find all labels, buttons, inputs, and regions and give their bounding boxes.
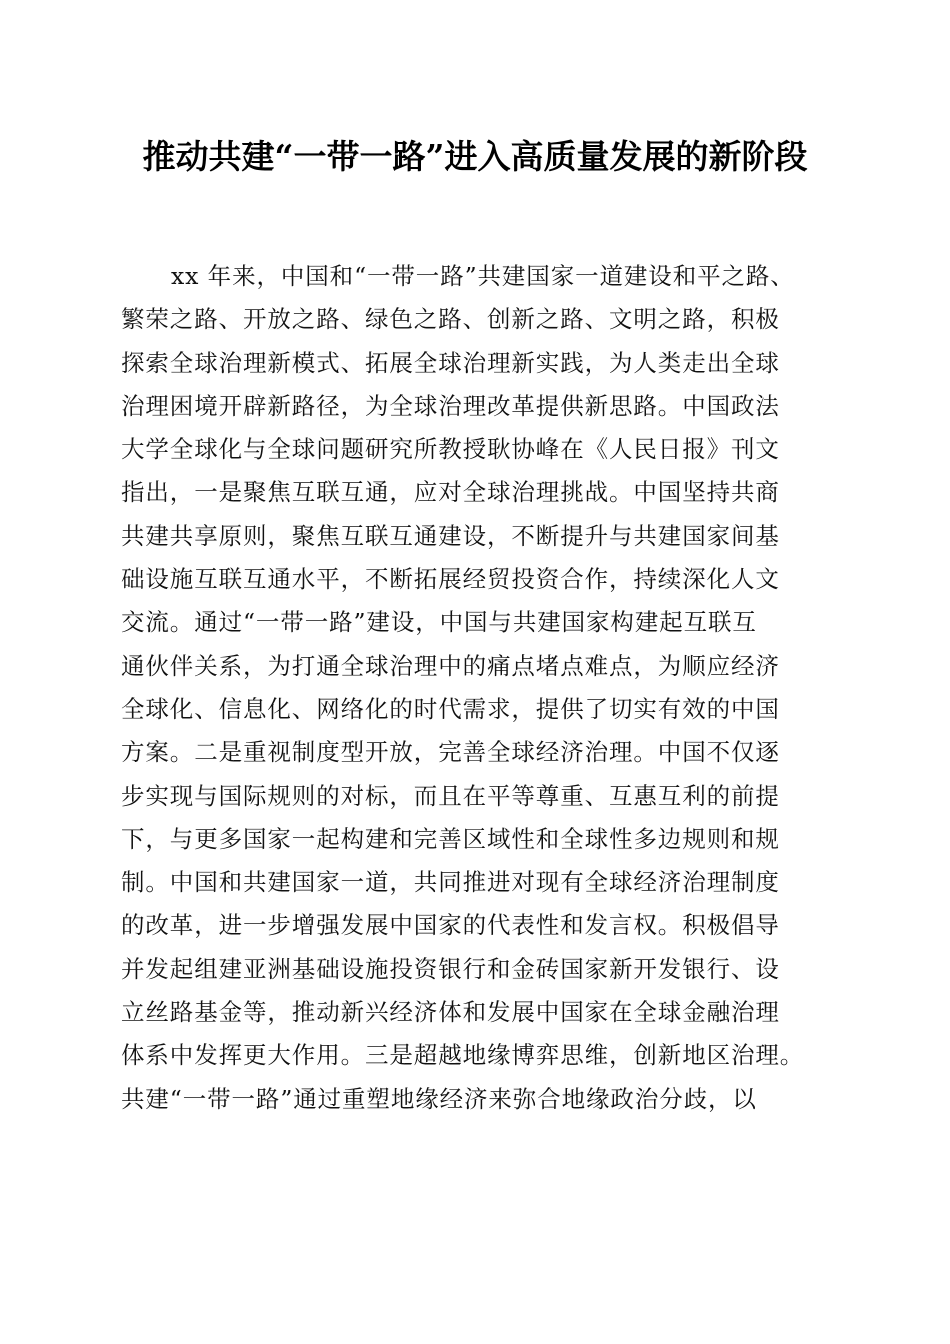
- body-line: 指出，一是聚焦互联互通，应对全球治理挑战。中国坚持共商: [121, 478, 780, 507]
- body-line: 探索全球治理新模式、拓展全球治理新实践，为人类走出全球: [121, 348, 780, 377]
- document-title: 推动共建“一带一路”进入高质量发展的新阶段: [142, 137, 808, 176]
- body-line: 步实现与国际规则的对标，而且在平等尊重、互惠互利的前提: [121, 781, 780, 810]
- body-line: 大学全球化与全球问题研究所教授耿协峰在《人民日报》刊文: [121, 435, 780, 464]
- body-line: 制。中国和共建国家一道，共同推进对现有全球经济治理制度: [121, 868, 780, 897]
- body-line: 全球化、信息化、网络化的时代需求，提供了切实有效的中国: [121, 694, 780, 723]
- body-line: 并发起组建亚洲基础设施投资银行和金砖国家新开发银行、设: [121, 954, 780, 983]
- body-line: 通伙伴关系，为打通全球治理中的痛点堵点难点，为顺应经济: [121, 651, 780, 680]
- body-line: xx 年来，中国和“一带一路”共建国家一道建设和平之路、: [171, 262, 795, 290]
- body-line: 立丝路基金等，推动新兴经济体和发展中国家在全球金融治理: [121, 998, 780, 1027]
- body-line: 础设施互联互通水平，不断拓展经贸投资合作，持续深化人文: [121, 565, 780, 594]
- body-line: 体系中发挥更大作用。三是超越地缘博弈思维，创新地区治理。: [121, 1041, 805, 1070]
- body-line: 方案。二是重视制度型开放，完善全球经济治理。中国不仅逐: [121, 738, 780, 767]
- body-line: 的改革，进一步增强发展中国家的代表性和发言权。积极倡导: [121, 911, 780, 940]
- body-line: 治理困境开辟新路径，为全球治理改革提供新思路。中国政法: [121, 391, 780, 420]
- document-body: [121, 255, 841, 1121]
- body-line: 交流。通过“一带一路”建设，中国与共建国家构建起互联互: [121, 608, 757, 637]
- body-line: 繁荣之路、开放之路、绿色之路、创新之路、文明之路，积极: [121, 305, 780, 334]
- body-line: 下，与更多国家一起构建和完善区域性和全球性多边规则和规: [121, 824, 780, 853]
- body-line: 共建共享原则，聚焦互联互通建设，不断提升与共建国家间基: [121, 521, 780, 550]
- body-line: 共建“一带一路”通过重塑地缘经济来弥合地缘政治分歧，以: [121, 1084, 757, 1113]
